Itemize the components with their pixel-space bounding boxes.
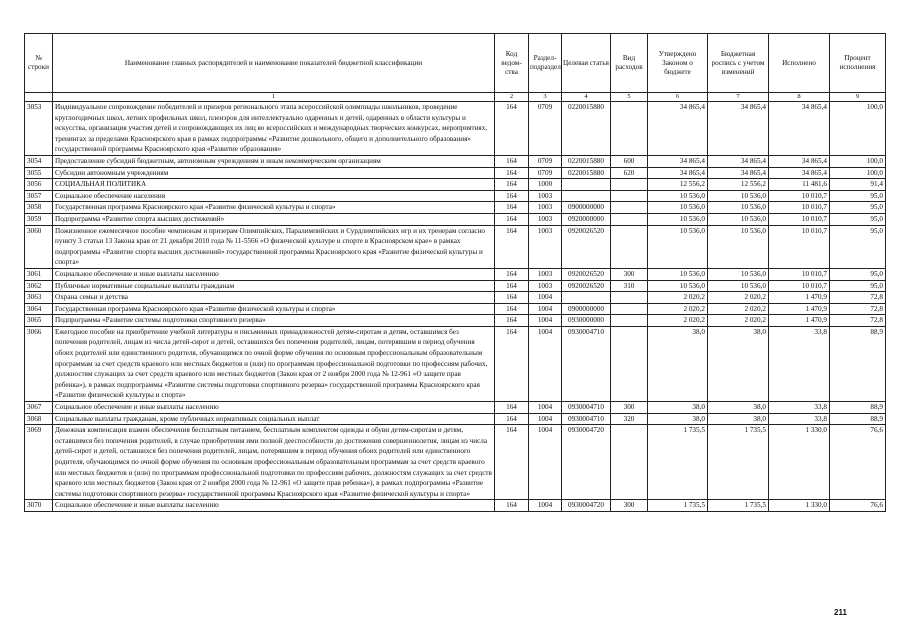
target-article-cell: 0930004710: [562, 402, 611, 414]
row-number-cell: 3060: [25, 225, 53, 268]
department-code-cell: 164: [495, 315, 529, 327]
expense-type-cell: 300: [611, 500, 648, 512]
table-row: [25, 268, 886, 280]
row-number-cell: 3066: [25, 326, 53, 401]
table-row: [25, 303, 886, 315]
section-subsection-cell: 1003: [529, 202, 562, 214]
budget-schedule-cell: 2 020,2: [708, 303, 769, 315]
target-article-cell: 0220015880: [562, 167, 611, 179]
indicator-name-cell: Социальные выплаты гражданам, кроме публичных нормативных социальных выплат: [53, 413, 495, 425]
department-code-cell: 164: [495, 500, 529, 512]
header-cell: Целевая статья: [562, 34, 611, 93]
table-row: [25, 167, 886, 179]
target-article-cell: 0930004720: [562, 500, 611, 512]
column-number-cell: 8: [769, 93, 830, 102]
indicator-name-cell: Пожизненное ежемесячное пособие чемпионам и призерам Олимпийских, Паралимпийских и Сурдлимпийских игр и их тренерам согласно пункту 3 статьи 13 Закона края от 21 декабря 2010 года № 11-5566 «О физической культуре и спорте в Красноярском крае» в рамках подпрограммы «Развитие спорта высших достижений» государственной программы Красноярского края «Развитие физической культуры и спорта»: [53, 225, 495, 268]
target-article-cell: [562, 292, 611, 304]
header-cell: Вид расходов: [611, 34, 648, 93]
table-row: [25, 225, 886, 268]
department-code-cell: 164: [495, 413, 529, 425]
budget-schedule-cell: 10 536,0: [708, 190, 769, 202]
expense-type-cell: [611, 315, 648, 327]
column-number-cell: 6: [648, 93, 708, 102]
department-code-cell: 164: [495, 280, 529, 292]
column-number-cell: 7: [708, 93, 769, 102]
column-number-row: [25, 93, 886, 102]
budget-schedule-cell: 38,0: [708, 326, 769, 401]
target-article-cell: 0220015880: [562, 155, 611, 167]
expense-type-cell: [611, 292, 648, 304]
approved-amount-cell: 10 536,0: [648, 280, 708, 292]
execution-percent-cell: 95,0: [830, 202, 886, 214]
expense-type-cell: [611, 190, 648, 202]
indicator-name-cell: Охрана семьи и детства: [53, 292, 495, 304]
indicator-name-cell: Публичные нормативные социальные выплаты гражданам: [53, 280, 495, 292]
indicator-name-cell: СОЦИАЛЬНАЯ ПОЛИТИКА: [53, 179, 495, 191]
expense-type-cell: [611, 303, 648, 315]
table-body: [25, 102, 886, 512]
section-subsection-cell: 1004: [529, 315, 562, 327]
expense-type-cell: 620: [611, 167, 648, 179]
executed-amount-cell: 34 865,4: [769, 155, 830, 167]
executed-amount-cell: 33,8: [769, 402, 830, 414]
executed-amount-cell: 34 865,4: [769, 167, 830, 179]
execution-percent-cell: 88,9: [830, 402, 886, 414]
approved-amount-cell: 2 020,2: [648, 303, 708, 315]
indicator-name-cell: Денежная компенсация взамен обеспечения бесплатным питанием, бесплатным комплектом одежды и обуви детям-сиротам и детям, оставшимся без попечения родителей, в случае приобретения ими полной дееспособности до достижения совершеннолетия, лицам из числа детей-сирот и детей, оставшихся без попечения родителей, лицам, потерявшим в период обучения обоих родителей или единственного родителя, обучающимся по очной форме обучения по основным профессиональным образовательным программам за счет средств краевого или местных бюджетов и (или) по программам профессиональной подготовки по профессиям рабочих, должностям служащих за счет средств краевого или местных бюджетов (Закон края от 2 ноября 2000 года № 12-961 «О защите прав ребенка»), в рамках подпрограммы «Развитие системы подготовки спортивного резерва» государственной программы Красноярского края «Развитие физической культуры и спорта»: [53, 425, 495, 500]
budget-schedule-cell: 2 020,2: [708, 292, 769, 304]
row-number-cell: 3059: [25, 213, 53, 225]
approved-amount-cell: 10 536,0: [648, 268, 708, 280]
row-number-cell: 3057: [25, 190, 53, 202]
execution-percent-cell: 76,6: [830, 425, 886, 500]
budget-schedule-cell: 34 865,4: [708, 155, 769, 167]
approved-amount-cell: 38,0: [648, 413, 708, 425]
execution-percent-cell: 72,8: [830, 292, 886, 304]
approved-amount-cell: 38,0: [648, 326, 708, 401]
column-number-cell: 3: [529, 93, 562, 102]
table-row: [25, 425, 886, 500]
expense-type-cell: [611, 202, 648, 214]
target-article-cell: 0920026520: [562, 280, 611, 292]
execution-percent-cell: 72,8: [830, 303, 886, 315]
budget-schedule-cell: 10 536,0: [708, 280, 769, 292]
section-subsection-cell: 1003: [529, 213, 562, 225]
indicator-name-cell: Государственная программа Красноярского края «Развитие физической культуры и спорта»: [53, 202, 495, 214]
execution-percent-cell: 72,8: [830, 315, 886, 327]
budget-schedule-cell: 38,0: [708, 402, 769, 414]
expense-type-cell: 300: [611, 402, 648, 414]
expense-type-cell: [611, 326, 648, 401]
row-number-cell: 3064: [25, 303, 53, 315]
header-cell: Процент исполнения: [830, 34, 886, 93]
header-cell: Раздел-подраздел: [529, 34, 562, 93]
target-article-cell: 0920026520: [562, 268, 611, 280]
department-code-cell: 164: [495, 155, 529, 167]
executed-amount-cell: 11 481,6: [769, 179, 830, 191]
budget-schedule-cell: 10 536,0: [708, 225, 769, 268]
budget-schedule-cell: 34 865,4: [708, 102, 769, 156]
target-article-cell: 0920000000: [562, 213, 611, 225]
header-cell: Код ведом-ства: [495, 34, 529, 93]
header-cell: Наименование главных распорядителей и наименование показателей бюджетной классификации: [53, 34, 495, 93]
approved-amount-cell: 34 865,4: [648, 102, 708, 156]
target-article-cell: [562, 179, 611, 191]
indicator-name-cell: Предоставление субсидий бюджетным, автономным учреждениям и иным некоммерческим организациям: [53, 155, 495, 167]
executed-amount-cell: 10 010,7: [769, 268, 830, 280]
table-row: [25, 179, 886, 191]
execution-percent-cell: 76,6: [830, 500, 886, 512]
table-row: [25, 213, 886, 225]
executed-amount-cell: 1 470,9: [769, 303, 830, 315]
section-subsection-cell: 1003: [529, 268, 562, 280]
row-number-cell: 3067: [25, 402, 53, 414]
executed-amount-cell: 34 865,4: [769, 102, 830, 156]
budget-schedule-cell: 1 735,5: [708, 500, 769, 512]
row-number-cell: 3054: [25, 155, 53, 167]
target-article-cell: 0930004720: [562, 425, 611, 500]
approved-amount-cell: 10 536,0: [648, 190, 708, 202]
row-number-cell: 3055: [25, 167, 53, 179]
department-code-cell: 164: [495, 425, 529, 500]
table-row: [25, 315, 886, 327]
row-number-cell: 3061: [25, 268, 53, 280]
approved-amount-cell: 34 865,4: [648, 155, 708, 167]
table-row: [25, 413, 886, 425]
department-code-cell: 164: [495, 292, 529, 304]
section-subsection-cell: 1004: [529, 292, 562, 304]
target-article-cell: 0930000000: [562, 315, 611, 327]
budget-schedule-cell: 38,0: [708, 413, 769, 425]
department-code-cell: 164: [495, 202, 529, 214]
budget-schedule-cell: 34 865,4: [708, 167, 769, 179]
column-number-cell: 4: [562, 93, 611, 102]
table-header-row: [25, 34, 886, 93]
section-subsection-cell: 1004: [529, 402, 562, 414]
budget-schedule-cell: 10 536,0: [708, 268, 769, 280]
column-number-cell: 9: [830, 93, 886, 102]
target-article-cell: 0900000000: [562, 303, 611, 315]
indicator-name-cell: Социальное обеспечение и иные выплаты населению: [53, 268, 495, 280]
header-cell: Бюджетная роспись с учетом изменений: [708, 34, 769, 93]
row-number-cell: 3058: [25, 202, 53, 214]
target-article-cell: 0930004710: [562, 326, 611, 401]
budget-table: [24, 33, 886, 512]
table-row: [25, 402, 886, 414]
department-code-cell: 164: [495, 190, 529, 202]
executed-amount-cell: 10 010,7: [769, 190, 830, 202]
approved-amount-cell: 1 735,5: [648, 500, 708, 512]
row-number-cell: 3070: [25, 500, 53, 512]
target-article-cell: 0920026520: [562, 225, 611, 268]
expense-type-cell: [611, 102, 648, 156]
table-row: [25, 155, 886, 167]
execution-percent-cell: 95,0: [830, 268, 886, 280]
row-number-cell: 3069: [25, 425, 53, 500]
approved-amount-cell: 34 865,4: [648, 167, 708, 179]
execution-percent-cell: 100,0: [830, 155, 886, 167]
budget-schedule-cell: 10 536,0: [708, 213, 769, 225]
target-article-cell: 0220015880: [562, 102, 611, 156]
executed-amount-cell: 10 010,7: [769, 202, 830, 214]
row-number-cell: 3056: [25, 179, 53, 191]
indicator-name-cell: Социальное обеспечение и иные выплаты населению: [53, 500, 495, 512]
execution-percent-cell: 100,0: [830, 167, 886, 179]
executed-amount-cell: 1 330,0: [769, 425, 830, 500]
indicator-name-cell: Индивидуальное сопровождение победителей и призеров регионального этапа всероссийской олимпиады школьников, проведение круглогодичных школ, летних профильных школ, пленэров для интеллектуально одаренных и детей, одаренных в области культуры и искусства, организация участия детей и сопровождающих их лиц во всероссийских и международных творческих конкурсах, мероприятиях, тренингах за пределами Красноярского края в рамках подпрограммы «Развитие дошкольного, общего и дополнительного образования» государственной программы Красноярского края «Развитие образования»: [53, 102, 495, 156]
department-code-cell: 164: [495, 167, 529, 179]
department-code-cell: 164: [495, 303, 529, 315]
executed-amount-cell: 1 330,0: [769, 500, 830, 512]
expense-type-cell: 300: [611, 268, 648, 280]
column-number-cell: 2: [495, 93, 529, 102]
department-code-cell: 164: [495, 326, 529, 401]
section-subsection-cell: 0709: [529, 167, 562, 179]
column-number-cell: 1: [53, 93, 495, 102]
approved-amount-cell: 2 020,2: [648, 292, 708, 304]
section-subsection-cell: 1000: [529, 179, 562, 191]
section-subsection-cell: 1003: [529, 225, 562, 268]
executed-amount-cell: 33,8: [769, 413, 830, 425]
execution-percent-cell: 88,9: [830, 413, 886, 425]
target-article-cell: [562, 190, 611, 202]
row-number-cell: 3068: [25, 413, 53, 425]
section-subsection-cell: 1004: [529, 500, 562, 512]
budget-schedule-cell: 10 536,0: [708, 202, 769, 214]
header-cell: Исполнено: [769, 34, 830, 93]
approved-amount-cell: 10 536,0: [648, 213, 708, 225]
approved-amount-cell: 38,0: [648, 402, 708, 414]
row-number-cell: 3065: [25, 315, 53, 327]
executed-amount-cell: 10 010,7: [769, 225, 830, 268]
table-row: [25, 102, 886, 156]
target-article-cell: 0900000000: [562, 202, 611, 214]
indicator-name-cell: Ежегодное пособие на приобретение учебной литературы и письменных принадлежностей детям-сиротам и детям, оставшимся без попечения родителей, лицам из числа детей-сирот и детей, оставшихся без попечения родителей, лицам, потерявшим в период обучения обоих родителей или единственного родителя, обучающимся по очной форме обучения по основным профессиональным образовательным программам за счет средств краевого или местных бюджетов и (или) по программам профессиональной подготовки по профессиям рабочих, должностям служащих за счет средств краевого или местных бюджетов (Закон края от 2 ноября 2000 года № 12-961 «О защите прав ребенка»), в рамках подпрограммы «Развитие системы подготовки спортивного резерва» государственной программы Красноярского края «Развитие физической культуры и спорта»: [53, 326, 495, 401]
table-row: [25, 326, 886, 401]
section-subsection-cell: 1004: [529, 303, 562, 315]
expense-type-cell: [611, 213, 648, 225]
budget-schedule-cell: 2 020,2: [708, 315, 769, 327]
budget-schedule-cell: 12 556,2: [708, 179, 769, 191]
table-row: [25, 500, 886, 512]
executed-amount-cell: 10 010,7: [769, 213, 830, 225]
execution-percent-cell: 95,0: [830, 225, 886, 268]
expense-type-cell: 310: [611, 280, 648, 292]
indicator-name-cell: Подпрограмма «Развитие системы подготовки спортивного резерва»: [53, 315, 495, 327]
section-subsection-cell: 0709: [529, 155, 562, 167]
indicator-name-cell: Подпрограмма «Развитие спорта высших достижений»: [53, 213, 495, 225]
executed-amount-cell: 1 470,9: [769, 315, 830, 327]
approved-amount-cell: 1 735,5: [648, 425, 708, 500]
table-row: [25, 202, 886, 214]
section-subsection-cell: 1003: [529, 190, 562, 202]
expense-type-cell: [611, 225, 648, 268]
section-subsection-cell: 0709: [529, 102, 562, 156]
row-number-cell: 3053: [25, 102, 53, 156]
section-subsection-cell: 1003: [529, 280, 562, 292]
section-subsection-cell: 1004: [529, 425, 562, 500]
row-number-cell: 3063: [25, 292, 53, 304]
indicator-name-cell: Социальное обеспечение и иные выплаты населению: [53, 402, 495, 414]
execution-percent-cell: 91,4: [830, 179, 886, 191]
approved-amount-cell: 10 536,0: [648, 202, 708, 214]
executed-amount-cell: 10 010,7: [769, 280, 830, 292]
budget-schedule-cell: 1 735,5: [708, 425, 769, 500]
execution-percent-cell: 95,0: [830, 280, 886, 292]
table-row: [25, 292, 886, 304]
execution-percent-cell: 95,0: [830, 190, 886, 202]
execution-percent-cell: 100,0: [830, 102, 886, 156]
department-code-cell: 164: [495, 102, 529, 156]
department-code-cell: 164: [495, 213, 529, 225]
column-number-cell: [25, 93, 53, 102]
department-code-cell: 164: [495, 225, 529, 268]
expense-type-cell: 600: [611, 155, 648, 167]
expense-type-cell: [611, 425, 648, 500]
page-number: 211: [834, 608, 847, 617]
section-subsection-cell: 1004: [529, 413, 562, 425]
header-cell: Утверждено Законом о бюджете: [648, 34, 708, 93]
approved-amount-cell: 10 536,0: [648, 225, 708, 268]
expense-type-cell: 320: [611, 413, 648, 425]
row-number-cell: 3062: [25, 280, 53, 292]
execution-percent-cell: 95,0: [830, 213, 886, 225]
approved-amount-cell: 12 556,2: [648, 179, 708, 191]
execution-percent-cell: 88,9: [830, 326, 886, 401]
indicator-name-cell: Социальное обеспечение населения: [53, 190, 495, 202]
section-subsection-cell: 1004: [529, 326, 562, 401]
indicator-name-cell: Субсидии автономным учреждениям: [53, 167, 495, 179]
department-code-cell: 164: [495, 268, 529, 280]
column-number-cell: 5: [611, 93, 648, 102]
header-cell: № строки: [25, 34, 53, 93]
expense-type-cell: [611, 179, 648, 191]
department-code-cell: 164: [495, 402, 529, 414]
executed-amount-cell: 33,8: [769, 326, 830, 401]
table-row: [25, 280, 886, 292]
target-article-cell: 0930004710: [562, 413, 611, 425]
table-row: [25, 190, 886, 202]
executed-amount-cell: 1 470,9: [769, 292, 830, 304]
approved-amount-cell: 2 020,2: [648, 315, 708, 327]
department-code-cell: 164: [495, 179, 529, 191]
indicator-name-cell: Государственная программа Красноярского края «Развитие физической культуры и спорта»: [53, 303, 495, 315]
